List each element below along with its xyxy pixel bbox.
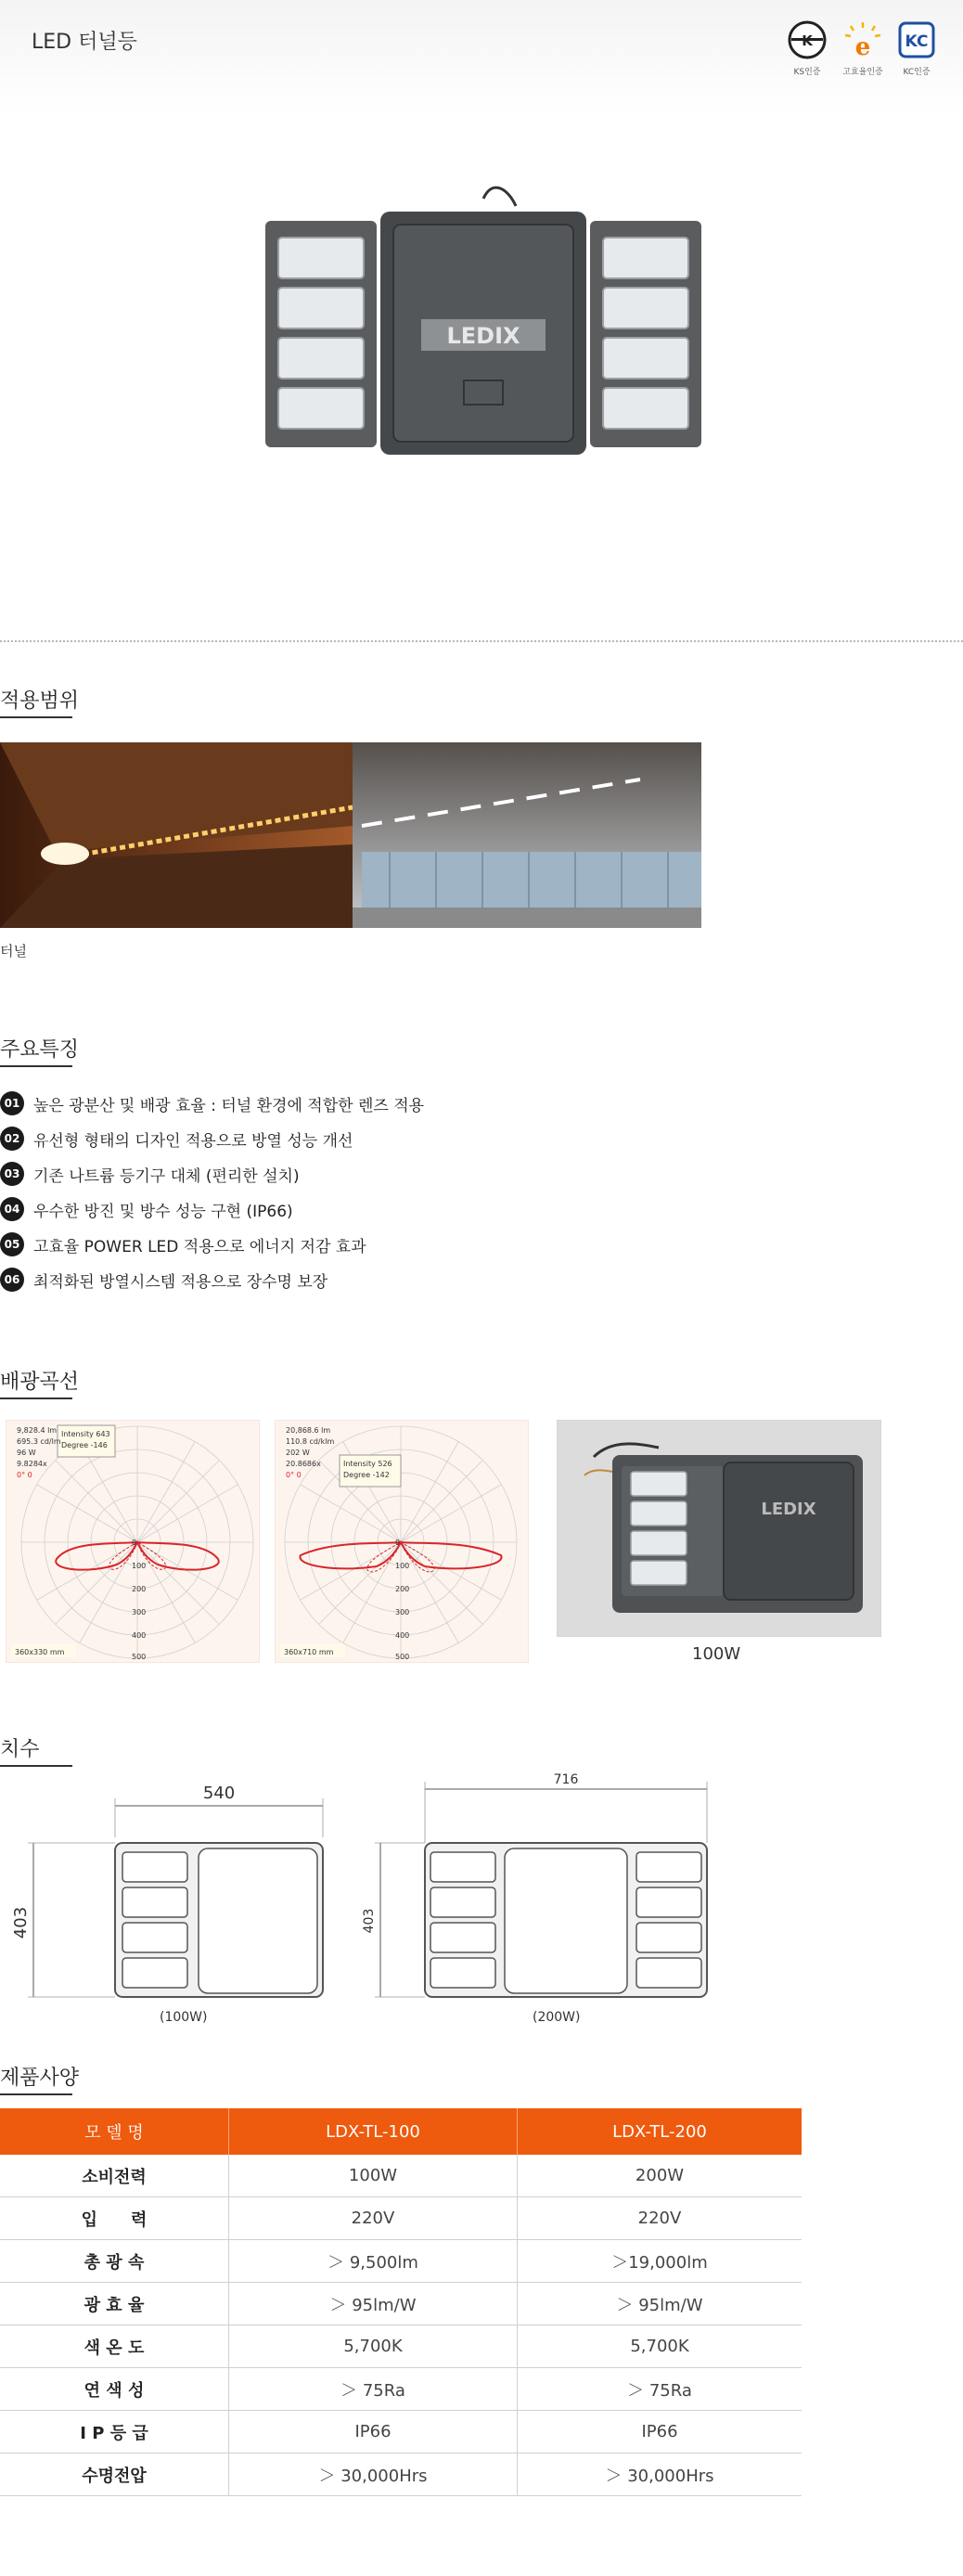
divider [0,640,963,642]
kc-cert-label: KC인증 [903,68,931,77]
spec-value: 5,700K [518,2325,802,2368]
spec-value: ＞ 30,000Hrs [518,2454,802,2496]
height-label-100w: 403 [11,1906,31,1939]
spec-value: IP66 [229,2411,518,2454]
spec-underline [0,2093,72,2095]
chart1-footer: 360x330 mm [15,1648,65,1656]
spec-label: 총 광 속 [0,2240,229,2283]
spec-value: 100W [229,2155,518,2197]
dimension-caption-100w: (100W) [160,2010,208,2025]
feature-text: 기존 나트륨 등기구 대체 (편리한 설치) [33,1166,300,1186]
scope-underline [0,716,72,718]
svg-text:KC: KC [905,32,929,51]
feature-item [0,1088,424,1119]
dimension-caption-200w: (200W) [533,2010,581,2025]
tunnel-application-photo [0,742,701,928]
table-row [0,2325,802,2368]
dimensions-title: 치수 [0,1738,40,1761]
chart2-info: 20,868.6 lm [286,1426,331,1435]
feature-text: 우수한 방진 및 방수 성능 구현 (IP66) [33,1202,293,1221]
spec-value: ＞ 75Ra [229,2368,518,2411]
chart1-scale: 200 [132,1585,147,1593]
efficiency-cert-icon [843,20,882,59]
table-row [0,2197,802,2240]
efficiency-cert [837,20,889,77]
spec-label: 색 온 도 [0,2325,229,2368]
ks-cert-label: KS인증 [793,68,821,77]
width-label-200w: 716 [553,1772,579,1787]
spec-header: 모 델 명 [0,2108,229,2155]
spec-header: LDX-TL-100 [229,2108,518,2155]
distribution-title: 배광곡선 [0,1371,80,1394]
product-photo-100w [557,1420,881,1637]
photo-logo: LEDIX [761,1500,816,1519]
chart2-scale: 200 [395,1585,410,1593]
feature-number: 02 [0,1127,24,1151]
feature-item [0,1229,366,1260]
feature-number: 03 [0,1162,24,1186]
page-title: LED 터널등 [32,31,137,54]
chart2-footer: 360x710 mm [284,1648,334,1656]
spec-value: 220V [518,2197,802,2240]
spec-value: ＞ 30,000Hrs [229,2454,518,2496]
dimension-drawing-200w [353,1763,724,2023]
chart1-info: 9,828.4 lm [17,1426,58,1435]
features-title: 주요특징 [0,1038,80,1062]
spec-value: ＞ 95lm/W [518,2283,802,2325]
chart2-scale: 400 [395,1631,410,1640]
chart1-info: 96 W [17,1449,36,1457]
width-label-100w: 540 [202,1784,236,1803]
spec-value: 200W [518,2155,802,2197]
chart2-scale: 500 [395,1653,410,1661]
feature-text: 높은 광분산 및 배광 효율 : 터널 환경에 적합한 렌즈 적용 [33,1096,425,1115]
feature-text: 최적화된 방열시스템 적용으로 장수명 보장 [33,1272,328,1292]
chart1-info: 9.8284x [17,1460,47,1468]
chart1-scale: 0 [132,1539,137,1547]
spec-value: 220V [229,2197,518,2240]
polar-chart-200w [275,1420,529,1663]
feature-text: 유선형 형태의 디자인 적용으로 방열 성능 개선 [33,1131,353,1151]
product-logo: LEDIX [446,323,520,349]
chart1-scale: 300 [132,1608,147,1616]
feature-number: 04 [0,1197,24,1221]
height-label-200w: 403 [362,1908,377,1934]
chart2-scale: 0 [395,1539,401,1547]
svg-text:e: e [854,33,871,59]
chart2-scale: 100 [395,1562,410,1570]
chart2-box-line: Degree -142 [343,1471,390,1479]
chart2-info: 20.8686x [286,1460,321,1468]
spec-header-row [0,2108,802,2155]
feature-number: 06 [0,1268,24,1292]
table-row [0,2240,802,2283]
chart2-info: 202 W [286,1449,310,1457]
spec-label: 수명전압 [0,2454,229,2496]
spec-value: ＞ 95lm/W [229,2283,518,2325]
photo-caption: 100W [692,1644,741,1664]
table-row [0,2155,802,2197]
spec-title: 제품사양 [0,2067,80,2090]
chart1-scale: 500 [132,1653,147,1661]
feature-item [0,1123,353,1154]
polar-chart-100w [6,1420,260,1663]
feature-item [0,1193,293,1225]
chart1-scale: 400 [132,1631,147,1640]
chart2-info: 110.8 cd/klm [286,1437,335,1446]
spec-value: ＞ 9,500lm [229,2240,518,2283]
efficiency-cert-label: 고효율인증 [842,68,883,77]
dimension-drawing-100w [0,1782,343,2023]
kc-cert-icon [897,20,936,59]
chart1-info: 0° 0 [17,1471,32,1479]
features-underline [0,1065,72,1067]
spec-value: IP66 [518,2411,802,2454]
feature-number: 05 [0,1232,24,1256]
feature-item [0,1264,327,1295]
feature-text: 고효율 POWER LED 적용으로 에너지 저감 효과 [33,1237,366,1256]
distribution-underline [0,1397,72,1399]
spec-table [0,2108,802,2496]
spec-label: 입 력 [0,2197,229,2240]
chart2-box-line: Intensity 526 [343,1460,392,1468]
spec-value: 5,700K [229,2325,518,2368]
spec-value: ＞19,000lm [518,2240,802,2283]
scope-title: 적용범위 [0,689,80,713]
chart2-info: 0° 0 [286,1471,302,1479]
dimensions-underline [0,1765,72,1767]
spec-label: 소비전력 [0,2155,229,2197]
table-row [0,2368,802,2411]
ks-cert [781,20,833,77]
feature-number: 01 [0,1091,24,1115]
table-row [0,2411,802,2454]
chart1-box-line: Intensity 643 [61,1430,110,1438]
spec-label: I P 등 급 [0,2411,229,2454]
kc-cert [891,20,943,77]
chart1-box-line: Degree -146 [61,1441,108,1449]
table-row [0,2283,802,2325]
spec-header: LDX-TL-200 [518,2108,802,2155]
chart1-scale: 100 [132,1562,147,1570]
spec-value: ＞ 75Ra [518,2368,802,2411]
ks-cert-icon [788,20,827,59]
chart1-info: 695.3 cd/lm [17,1437,61,1446]
chart2-scale: 300 [395,1608,410,1616]
spec-label: 연 색 성 [0,2368,229,2411]
tunnel-light-product-image [265,184,701,462]
scope-caption: 터널 [0,943,27,960]
table-row [0,2454,802,2496]
spec-label: 광 효 율 [0,2283,229,2325]
feature-item [0,1158,300,1190]
